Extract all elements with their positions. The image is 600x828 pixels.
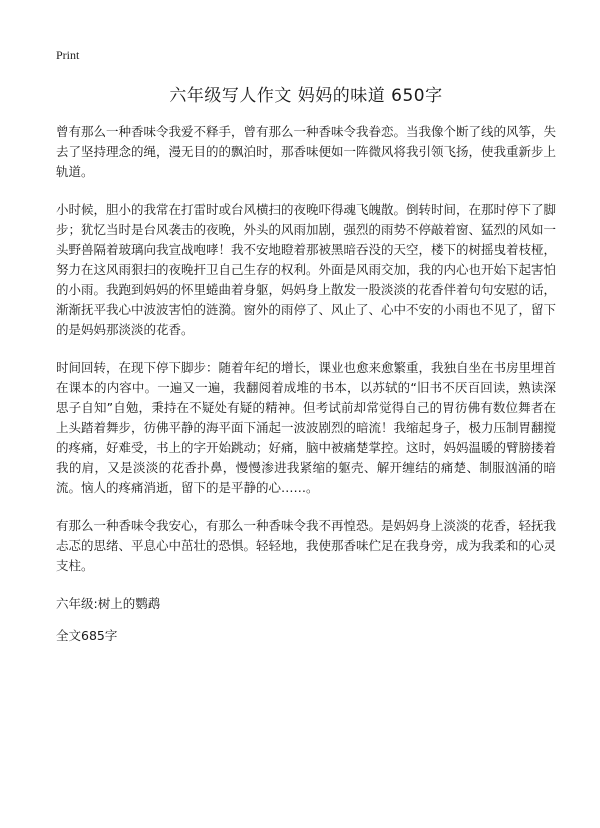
article-author: 六年级:树上的鹦鹉 [56,596,161,611]
article-paragraph-2: 小时候，胆小的我常在打雷时或台风横扫的夜晚吓得魂飞魄散。倒转时间，在那时停下了脚步；犹忆当时是台风袭击的夜晚，外头的风雨加剧，强烈的雨势不停敲着窗、猛烈的风如一头野兽隔着玻璃向我宣战咆哮！我不安地瞪着那被黑暗吞没的天空，楼下的树摇曳着枝桠，努力在这风雨狠扫的夜晚扞卫自己生存的权利。外面是风雨交加，我的内心也开始下起害怕的小雨。我跑到妈妈的怀里蜷曲着身躯，妈妈身上散发一股淡淡的花香伴着句句安慰的话，渐渐抚平我心中波波害怕的涟漪。窗外的雨停了、风止了、心中不安的小雨也不见了，留下的是妈妈那淡淡的花香。 [56,202,557,337]
article-word-count: 全文685字 [56,628,118,643]
article-paragraph-4: 有那么一种香味令我安心，有那么一种香味令我不再惶恐。是妈妈身上淡淡的花香，轻抚我忐忑的思绪、平息心中茁壮的恐惧。轻轻地，我使那香味伫足在我身旁，成为我柔和的心灵支柱。 [56,518,557,573]
article-paragraph-1: 曾有那么一种香味令我爱不释手，曾有那么一种香味令我眷恋。当我像个断了线的风筝，失去了坚持理念的绳，漫无目的的飘泊时，那香味便如一阵微风将我引领飞扬，使我重新步上轨道。 [56,124,557,179]
article-title: 六年级写人作文 妈妈的味道 650字 [169,86,443,106]
print-link[interactable]: Print [56,48,80,62]
article-paragraph-3: 时间回转，在现下停下脚步：随着年纪的增长，课业也愈来愈繁重，我独自坐在书房里埋首在课本的内容中。一遍又一遍，我翻阅着成堆的书本，以苏轼的“旧书不厌百回读，熟读深思子自知”自勉，秉持在不疑处有疑的精神。但考试前却常觉得自己的胃彷佛有数位舞者在上头踏着舞步，彷佛平静的海平面下涌起一波波剧烈的暗流！我缩起身子，极力压制胃翻搅的疼痛，好难受，书上的字开始跳动；好痛，脑中被痛楚掌控。这时，妈妈温暖的臂膀搂着我的肩，又是淡淡的花香扑鼻，慢慢渗进我紧缩的躯壳、解开缠结的痛楚、制服汹涌的暗流。恼人的疼痛消逝，留下的是平静的心……。 [56,360,557,495]
